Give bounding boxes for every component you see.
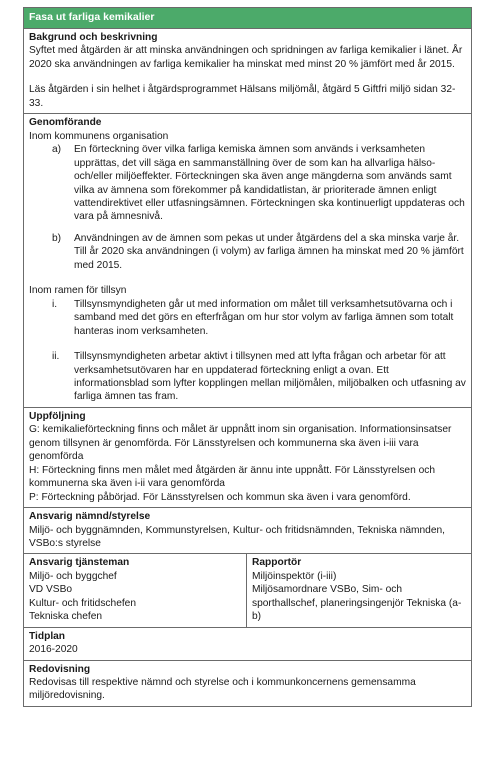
section-heading: Redovisning <box>29 663 91 675</box>
list-line: VD VSBo <box>29 584 73 596</box>
section-rapportor <box>247 554 471 626</box>
section-heading: Ansvarig nämnd/styrelse <box>29 511 151 523</box>
list-item <box>29 298 466 338</box>
section-ansvarig-tjansteman <box>24 554 247 626</box>
list-line: Tekniska chefen <box>29 611 103 623</box>
list-item <box>29 143 466 224</box>
list-item-text: Användningen av de ämnen som pekas ut under åtgärdens del a ska minska varje år. Till år 2020 ska användningen (i volym) av farliga ämnen ha minskat med 20 % jämfört med 2015. <box>74 232 464 271</box>
paragraph: 2016-2020 <box>29 644 78 656</box>
section-heading: Uppföljning <box>29 410 86 422</box>
list-marker: b) <box>52 232 62 244</box>
paragraph: Redovisas till respektive nämnd och styrelse och i kommunkoncernens gemensamma miljöredovisning. <box>29 677 416 702</box>
list-item <box>29 232 466 272</box>
list-marker: ii. <box>52 351 60 363</box>
section-redovisning <box>24 661 471 706</box>
section-heading: Bakgrund och beskrivning <box>29 32 158 43</box>
section-heading: Tidplan <box>29 630 66 642</box>
list-item <box>29 350 466 404</box>
table-title: Fasa ut farliga kemikalier <box>24 8 471 29</box>
paragraph: H: Förteckning finns men målet med åtgärden är ännu inte uppnått. För Länsstyrelsen och kommunerna ska även i-ii vara genomförda <box>29 464 436 490</box>
list-item-text: Tillsynsmyndigheten går ut med information om målet till verksamhetsutövarna och i samband med det görs en efterfrågan om hur stor volym av farliga ämnen som totalt hanteras inom verksamheten. <box>74 298 454 337</box>
list-line: Miljösamordnare VSBo, Sim- och sporthallschef, planeringsingenjör Tekniska (a-b) <box>252 584 462 623</box>
list-line: Miljö- och byggchef <box>29 570 117 582</box>
paragraph: P: Förteckning påbörjad. För Länsstyrelsen och kommun ska även i vara genomförd. <box>29 491 411 503</box>
section-genomforande <box>24 114 471 408</box>
subheading: Inom kommunens organisation <box>29 130 169 142</box>
paragraph: Läs åtgärden i sin helhet i åtgärdsprogrammet Hälsans miljömål, åtgärd 5 Giftfri miljö sidan 32-33. <box>29 84 456 109</box>
section-uppfoljning <box>24 408 471 508</box>
section-heading: Genomförande <box>29 117 102 129</box>
subheading: Inom ramen för tillsyn <box>29 285 127 297</box>
paragraph: G: kemikalieförteckning finns och målet är uppnått inom sin organisation. Informationsinsatser genom tillsynen är genomförda. För Länsstyrelsen och kommunerna ska även i-iii vara genomförda <box>29 424 452 463</box>
list-line: Miljöinspektör (i-iii) <box>252 570 337 582</box>
section-heading: Rapportör <box>252 557 302 569</box>
section-responsible-row <box>24 554 471 627</box>
action-table <box>23 7 472 707</box>
section-ansvarig-namnd <box>24 508 471 554</box>
list-item-text: En förteckning över vilka farliga kemiska ämnen som används i verksamheten upprättas, det vill säga en sammanställning över de som kan ha allvarliga hälso- och/eller miljöeffekter. Förteckningen ska även ange mängderna som används samt vilka av ämnena som förekommer på kandidatlistan, är prioriterade ämnen enligt vattendirektivet eller utfasningsämnen. Förteckningen ska kontinuerligt uppdateras och vara på ämnesnivå. <box>74 144 465 223</box>
paragraph: Miljö- och byggnämnden, Kommunstyrelsen, Kultur- och fritidsnämnden, Tekniska nämnden, VSBo:s styrelse <box>29 524 446 549</box>
list-line: Kultur- och fritidschefen <box>29 597 137 609</box>
section-bakgrund <box>24 29 471 114</box>
section-heading: Ansvarig tjänsteman <box>29 557 130 569</box>
list-marker: i. <box>52 298 58 310</box>
list-marker: a) <box>52 144 62 156</box>
list-item-text: Tillsynsmyndigheten arbetar aktivt i tillsynen med att lyfta frågan och arbetar för att verksamhetsutövaren har en uppdaterad förteckning enligt a ovan. Ett informationsblad som lyfter kopplingen mellan miljömålen, miljöbalken och utfasning av farliga ämnen tas fram. <box>74 351 466 403</box>
section-tidplan <box>24 628 471 661</box>
paragraph: Syftet med åtgärden är att minska användningen och spridningen av farliga kemikalier i länet. År 2020 ska användningen av farliga kemikalier ha minskat med minst 20 % jämfört med år 2015. <box>29 45 463 70</box>
